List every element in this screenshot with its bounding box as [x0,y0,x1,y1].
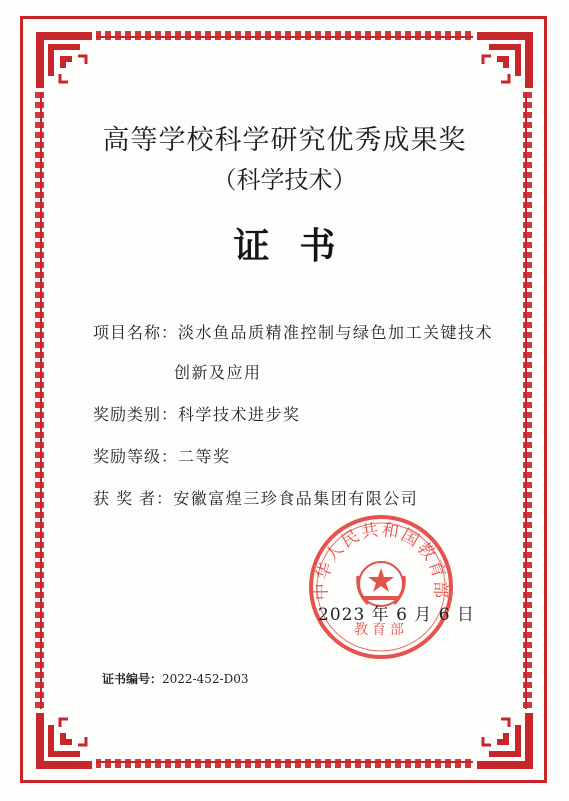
award-grade-label: 奖励等级： [93,447,179,466]
award-grade-field [93,444,231,467]
award-title: 高等学校科学研究优秀成果奖 [102,125,467,156]
official-seal-icon [306,512,456,662]
issue-date: 2023 年 6 月 6 日 [318,605,475,625]
corner-ornament-icon [32,28,96,92]
project-name-value-line2: 创新及应用 [174,363,262,382]
award-category-field [93,402,301,425]
project-name-field [93,320,493,343]
certificate-number [102,670,248,687]
award-category-label: 奖励类别： [93,405,179,424]
winner-field [93,486,418,509]
corner-ornament-icon [32,709,96,773]
seal-arc-text: 中华人民共和国教育部 [311,520,451,601]
corner-ornament-icon [473,28,537,92]
award-grade-value: 二等奖 [178,447,231,466]
winner-value: 安徽富煌三珍食品集团有限公司 [173,489,419,508]
project-name-value: 淡水鱼品质精准控制与绿色加工关键技术 [178,323,494,342]
winner-label: 获 奖 者： [93,489,174,508]
certificate-heading: 证书 [233,225,366,267]
certificate-number-value: 2022-452-D03 [162,672,249,686]
corner-ornament-icon [473,709,537,773]
project-name-label: 项目名称： [93,323,179,342]
award-category-value: 科学技术进步奖 [178,405,301,424]
seal-bottom-text: 教育部 [354,622,408,638]
award-subtitle: （科学技术） [212,166,357,194]
certificate-number-label: 证书编号： [102,672,163,686]
svg-text:中华人民共和国教育部 [312,520,450,600]
